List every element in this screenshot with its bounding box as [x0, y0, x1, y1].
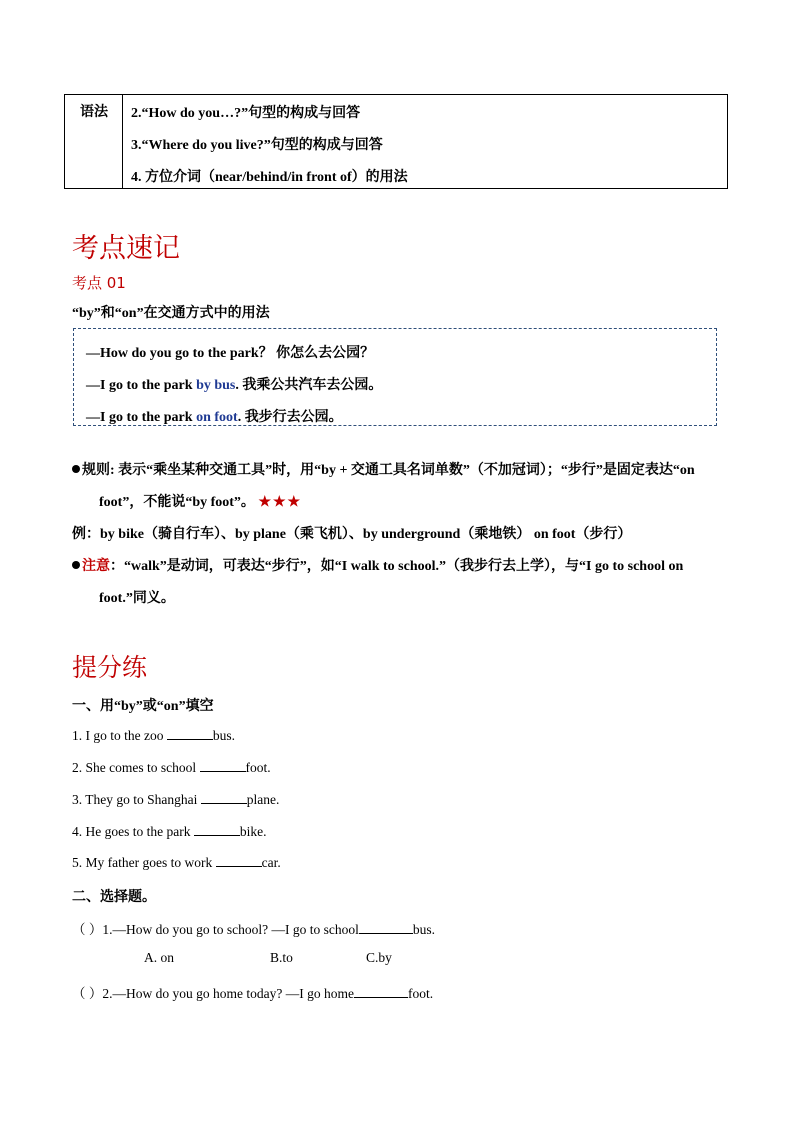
choice-option[interactable]: B.to — [270, 950, 293, 965]
choice-question — [72, 918, 435, 938]
question-text: foot. — [407, 986, 434, 1001]
rule-line-1 — [72, 459, 695, 479]
answer-paren[interactable]: （ ） — [72, 922, 103, 937]
fill-item-text: 1. I go to the zoo — [72, 728, 167, 743]
note-text: ：“walk”是动词，可表达“步行”，如“I walk to school.”（我步行去上学），与“I go to school on — [110, 559, 684, 574]
practice-title: 提分练 — [72, 653, 148, 682]
answer-paren[interactable]: （ ） — [72, 986, 103, 1001]
section-title: 考点速记 — [72, 233, 180, 264]
fill-item-text: plane. — [246, 792, 280, 807]
example-text: —I go to the park — [86, 378, 197, 393]
rule-text: foot”，不能说“by foot”。 — [99, 495, 255, 510]
choice-option[interactable]: A. on — [144, 950, 174, 965]
fill-item — [72, 854, 281, 871]
note-label: 注意 — [82, 559, 110, 574]
question-text: bus. — [412, 922, 435, 937]
grammar-row: 3.“Where do you live?”句型的构成与回答 — [131, 138, 383, 153]
question-text: 1.—How do you go to school? —I go to school — [102, 922, 359, 937]
fill-item-text: bus. — [212, 728, 235, 743]
answer-blank[interactable] — [201, 791, 247, 804]
answer-blank[interactable] — [194, 823, 240, 836]
answer-blank[interactable] — [167, 727, 213, 740]
example-line-2 — [86, 374, 382, 394]
bullet-icon — [72, 561, 80, 569]
grammar-row: 2.“How do you…?”句型的构成与回答 — [131, 106, 361, 121]
choice-option[interactable]: C.by — [366, 950, 392, 965]
star-rating-icon: ★★★ — [258, 495, 303, 510]
example-usage-line: 例：by bike（骑自行车）、by plane（乘飞机）、by underground（乘地铁） on foot（步行） — [72, 527, 632, 542]
fill-item — [72, 791, 279, 808]
rule-text: : 表示“乘坐某种交通工具”时，用“by + 交通工具名词单数”（不加冠词）；“步行”是固定表达“on — [110, 463, 695, 478]
fill-item-text: 4. He goes to the park — [72, 824, 194, 839]
fill-item-text: foot. — [245, 760, 271, 775]
table-divider — [122, 95, 123, 188]
point-label: 考点 01 — [72, 274, 126, 292]
example-highlight: on foot — [196, 410, 238, 425]
rule-line-2 — [99, 491, 302, 511]
rule-label: 规则 — [82, 463, 110, 478]
bullet-icon — [72, 465, 80, 473]
fill-item — [72, 759, 271, 776]
fill-item — [72, 727, 235, 744]
example-highlight: by bus — [196, 378, 236, 393]
part2-title: 二、选择题。 — [72, 890, 156, 905]
fill-item — [72, 823, 266, 840]
point-title: “by”和“on”在交通方式中的用法 — [72, 306, 270, 321]
answer-blank[interactable] — [216, 854, 262, 867]
part1-title: 一、用“by”或“on”填空 — [72, 699, 214, 714]
example-text: —I go to the park — [86, 410, 197, 425]
fill-item-text: 3. They go to Shanghai — [72, 792, 201, 807]
answer-blank[interactable] — [354, 985, 408, 998]
fill-item-text: car. — [261, 855, 281, 870]
note-line-1 — [72, 555, 683, 575]
fill-item-text: bike. — [239, 824, 267, 839]
example-box — [73, 328, 717, 426]
fill-item-text: 5. My father goes to work — [72, 855, 216, 870]
note-line-2: foot.”同义。 — [99, 591, 175, 606]
example-text: . 我步行去公园。 — [237, 410, 343, 425]
example-line-1: —How do you go to the park？ 你怎么去公园？ — [86, 346, 375, 361]
example-line-3 — [86, 406, 343, 426]
question-text: 2.—How do you go home today? —I go home — [102, 986, 354, 1001]
answer-blank[interactable] — [359, 921, 413, 934]
grammar-table-heading: 语法 — [80, 105, 108, 120]
choice-question — [72, 982, 433, 1002]
answer-blank[interactable] — [200, 759, 246, 772]
fill-item-text: 2. She comes to school — [72, 760, 200, 775]
example-text: . 我乘公共汽车去公园。 — [235, 378, 383, 393]
grammar-row: 4. 方位介词（near/behind/in front of）的用法 — [131, 170, 408, 185]
grammar-table — [64, 94, 728, 189]
